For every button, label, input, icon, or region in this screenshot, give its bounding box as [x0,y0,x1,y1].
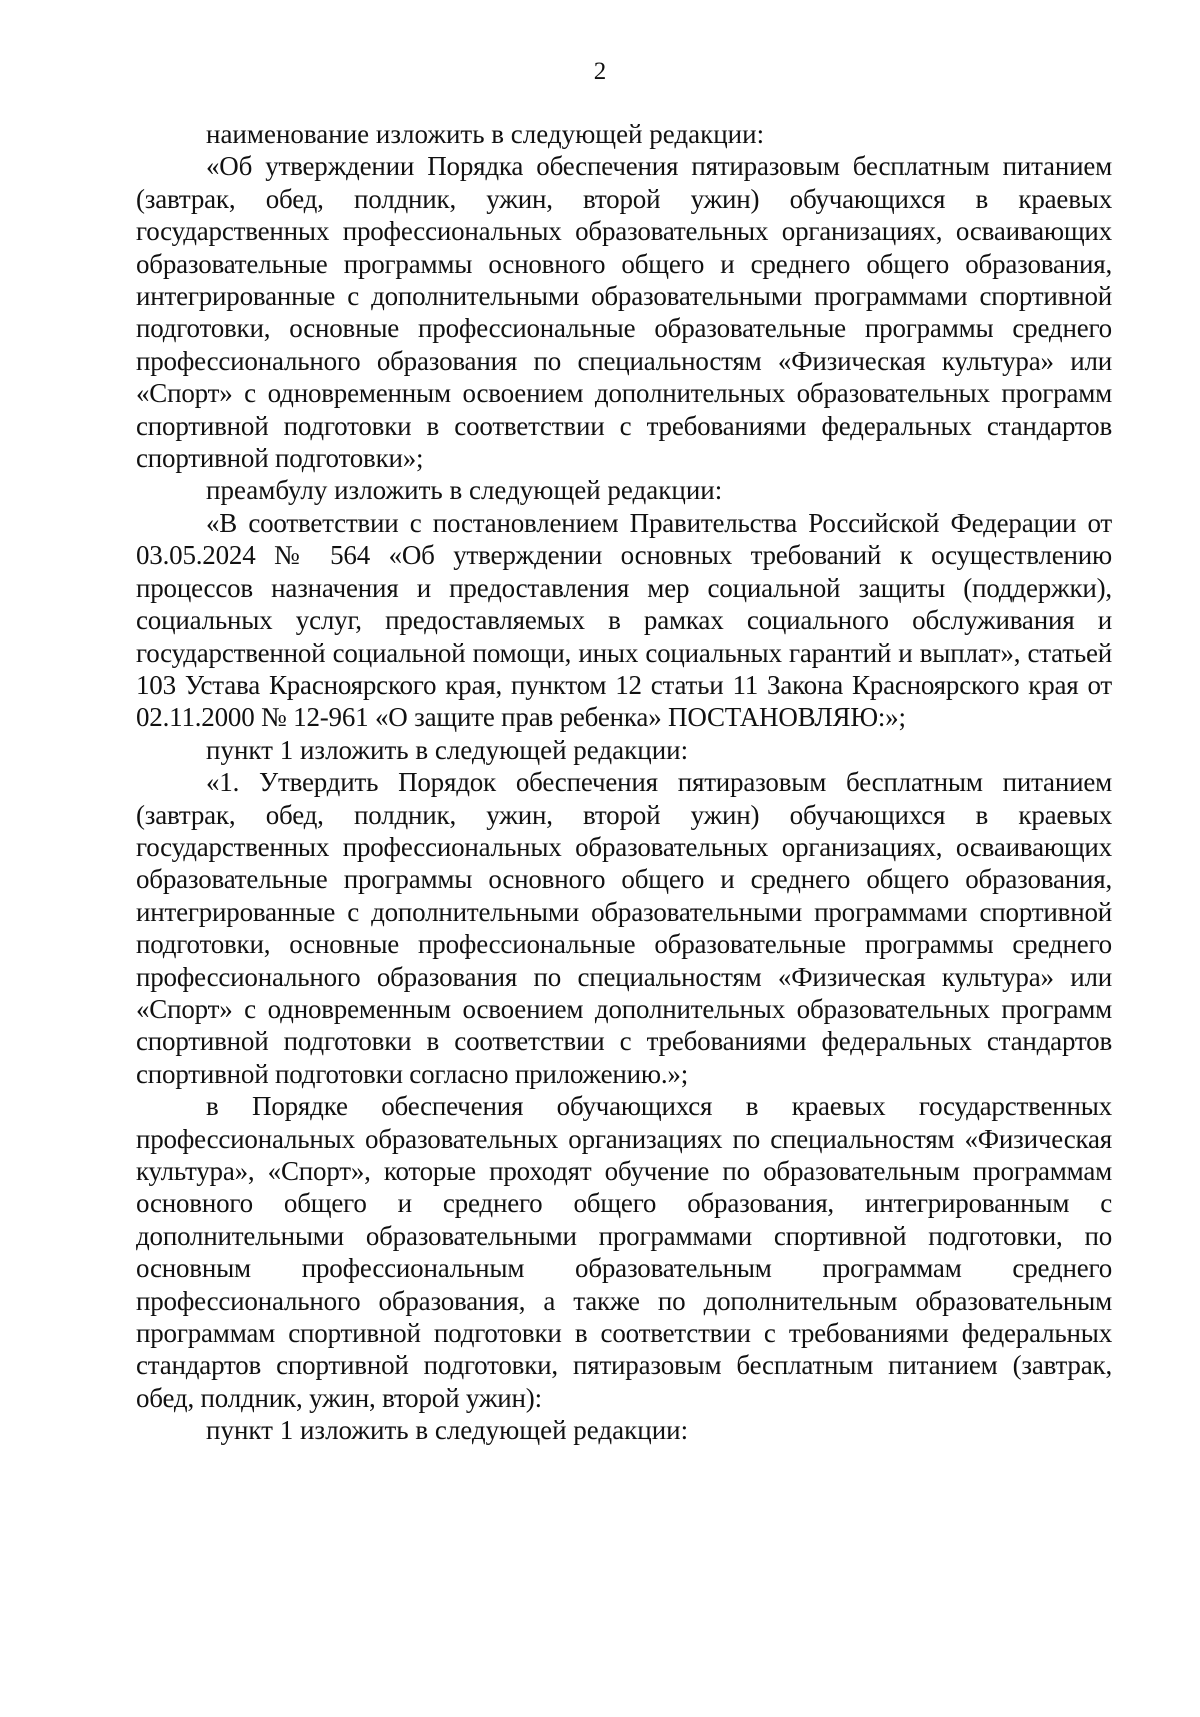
new-point1-text: «1. Утвердить Порядок обеспечения пятиразовым бесплатным питанием (завтрак, обед, полдник, ужин, второй ужин) обучающихся в краевых государственных профессиональных образовательных организациях, осваивающих образовательные программы основного общего и среднего общего образования, интегрированные с дополнительными образовательными программами спортивной подготовки, основные профессиональные образовательные программы среднего профессионального образования по специальностям «Физическая культура» или «Спорт» с одновременным освоением дополнительных образовательных программ спортивной подготовки в соответствии с требованиями федеральных стандартов спортивной подготовки согласно приложению.»; [136,767,1112,1089]
procedure-amendment-intro: в Порядке обеспечения обучающихся в краевых государственных профессиональных образовательных организациях по специальностям «Физическая культура», «Спорт», которые проходят обучение по образовательным программам основного общего и среднего общего образования, интегрированным с дополнительными образовательными программами спортивной подготовки, по основным профессиональным образовательным программам среднего профессионального образования, а также по дополнительным образовательным программам спортивной подготовки в соответствии с требованиями федеральных стандартов спортивной подготовки, пятиразовым бесплатным питанием (завтрак, обед, полдник, ужин, второй ужин): [136,1091,1112,1413]
new-title-text: «Об утверждении Порядка обеспечения пятиразовым бесплатным питанием (завтрак, обед, полдник, ужин, второй ужин) обучающихся в краевых государственных профессиональных образовательных организациях, осваивающих образовательные программы основного общего и среднего общего образования, интегрированные с дополнительными образовательными программами спортивной подготовки, основные профессиональные образовательные программы среднего профессионального образования по специальностям «Физическая культура» или «Спорт» с одновременным освоением дополнительных образовательных программ спортивной подготовки в соответствии с требованиями федеральных стандартов спортивной подготовки»; [136,151,1112,474]
instruction-title-edit: наименование изложить в следующей редакции: [206,119,765,149]
instruction-point1-edit: пункт 1 изложить в следующей редакции: [206,734,689,765]
instruction-point1-edit-procedure: пункт 1 изложить в следующей редакции: [206,1415,689,1446]
new-preamble-text: «В соответствии с постановлением Правительства Российской Федерации от 03.05.2024 № 564 «Об утверждении основных требований к осуществлению процессов назначения и предоставления мер социальной защиты (поддержки), социальных услуг, предоставляемых в рамках социального обслуживания и государственной социальной помощи, иных социальных гарантий и выплат», статьей 103 Устава Красноярского края, пунктом 12 статьи 11 Закона Красноярского края от 02.11.2000 № 12-961 «О защите прав ребенка» ПОСТАНОВЛЯЮ:»; [136,507,1112,733]
instruction-preamble-edit: преамбулу изложить в следующей редакции: [206,475,723,506]
document-body [136,118,1112,1447]
page-number: 2 [593,58,607,85]
